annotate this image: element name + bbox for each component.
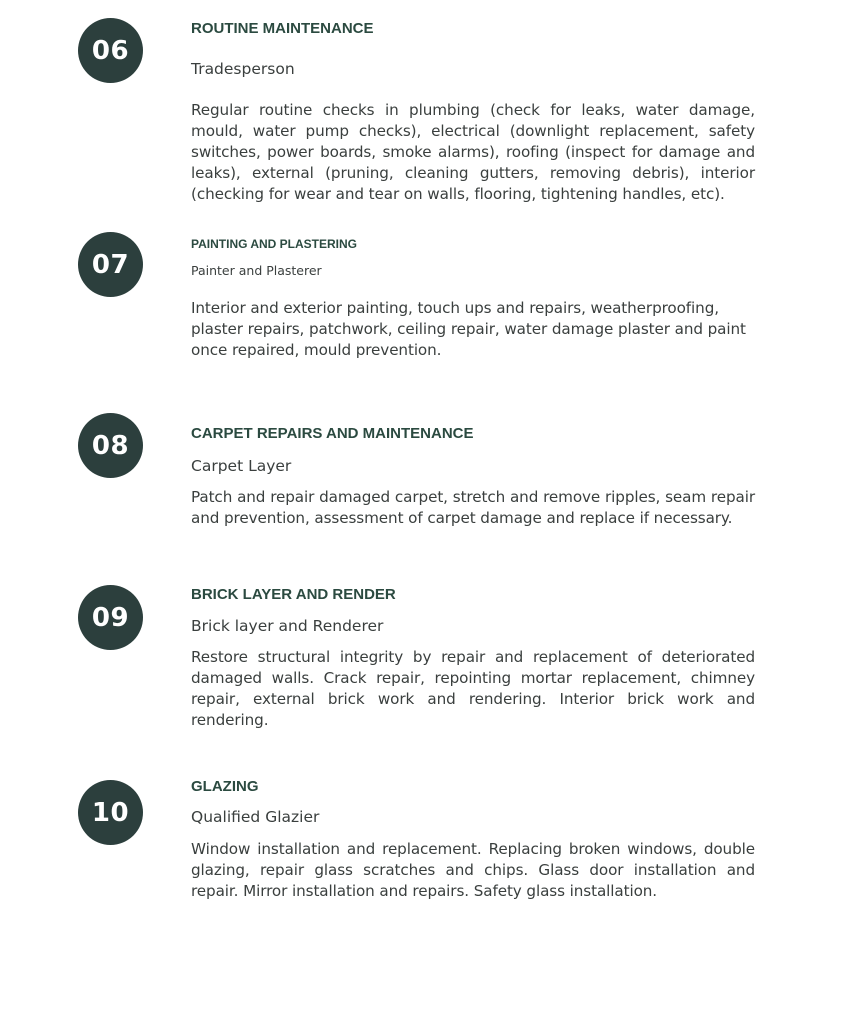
service-role: Carpet Layer xyxy=(191,457,292,475)
service-title: PAINTING AND PLASTERING xyxy=(191,237,358,251)
service-role: Tradesperson xyxy=(191,60,295,78)
service-description: Patch and repair damaged carpet, stretch and remove ripples, seam repair and prevention, assessment of carpet damage and replace if necessary. xyxy=(191,488,755,527)
service-role: Qualified Glazier xyxy=(191,808,320,826)
service-description: Regular routine checks in plumbing (check for leaks, water damage, mould, water pump checks), electrical (downlight replacement, safety switches, power boards, smoke alarms), roofing (inspect for damage and leaks), external (pruning, cleaning gutters, removing debris), interior (checking for wear and tear on walls, flooring, tightening handles, etc). xyxy=(191,101,755,203)
service-description: Window installation and replacement. Replacing broken windows, double glazing, repair glass scratches and chips. Glass door installation and repair. Mirror installation and repairs. Safety glass installation. xyxy=(191,840,755,900)
service-title: GLAZING xyxy=(191,778,259,795)
service-number-badge: 09 xyxy=(78,585,143,650)
service-description: Restore structural integrity by repair and replacement of deteriorated damaged walls. Crack repair, repointing mortar replacement, chimney repair, external brick work and rendering. Interior brick work and rendering. xyxy=(191,648,755,729)
service-number-badge: 10 xyxy=(78,780,143,845)
service-number-badge: 08 xyxy=(78,413,143,478)
service-title: ROUTINE MAINTENANCE xyxy=(191,20,374,37)
service-role: Painter and Plasterer xyxy=(191,263,322,278)
service-number-badge: 06 xyxy=(78,18,143,83)
service-title: CARPET REPAIRS AND MAINTENANCE xyxy=(191,425,474,442)
service-description: Interior and exterior painting, touch ups and repairs, weatherproofing, plaster repairs, patchwork, ceiling repair, water damage plaster and paint once repaired, mould prevention. xyxy=(191,299,746,359)
service-title: BRICK LAYER AND RENDER xyxy=(191,586,396,603)
service-role: Brick layer and Renderer xyxy=(191,617,384,635)
service-number-badge: 07 xyxy=(78,232,143,297)
